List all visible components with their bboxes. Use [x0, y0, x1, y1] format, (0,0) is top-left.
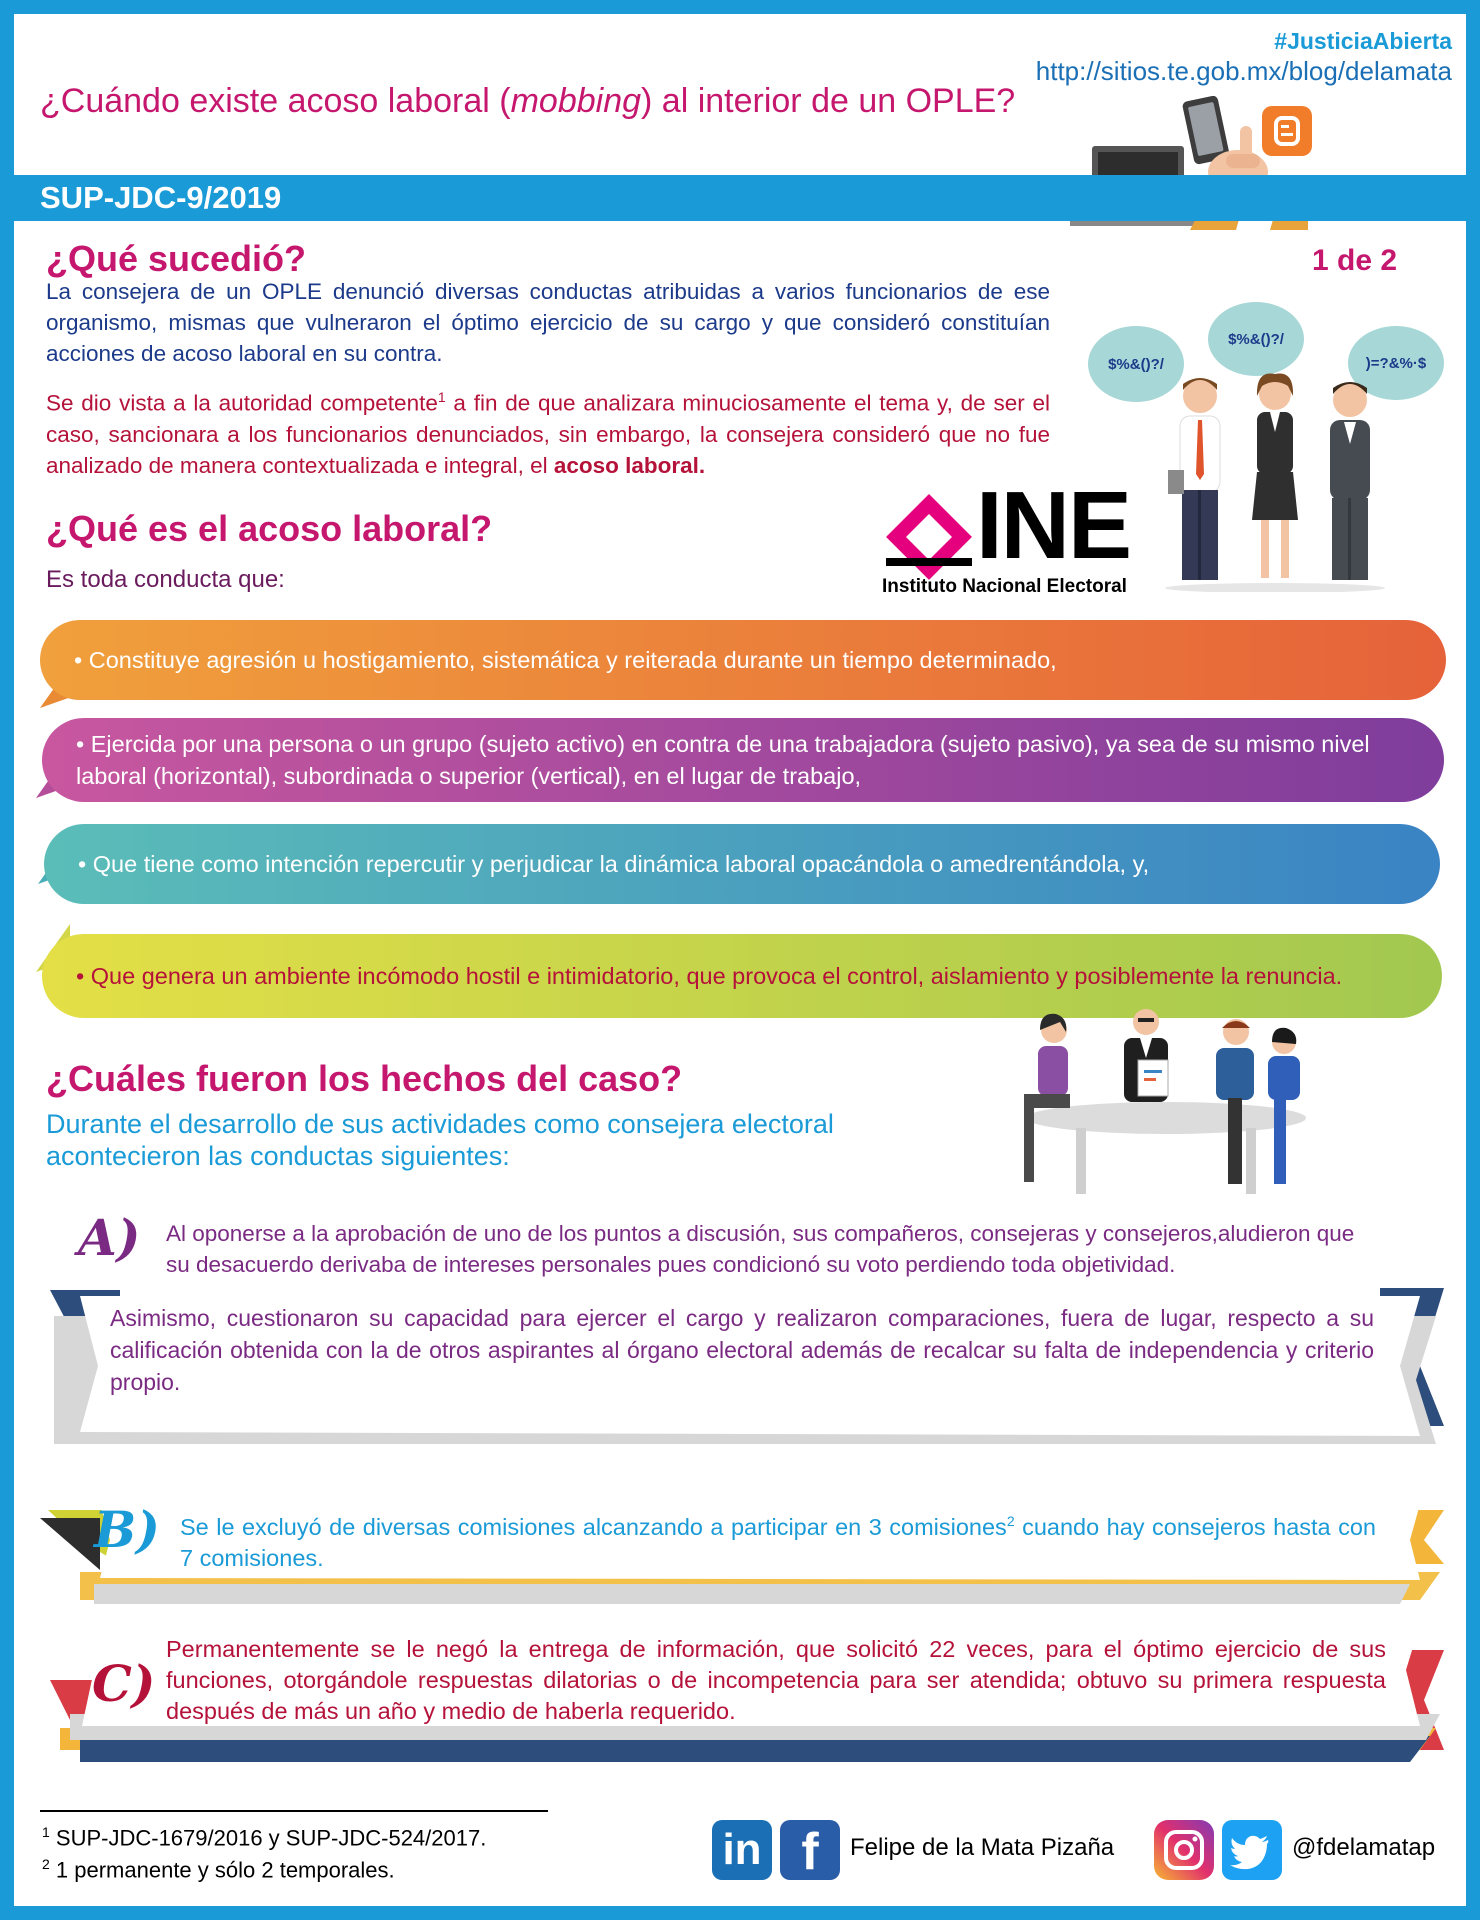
letter-a: A) — [78, 1208, 141, 1267]
case-number: SUP-JDC-9/2019 — [40, 180, 282, 215]
linkedin-icon[interactable]: in — [712, 1820, 772, 1880]
heading-que-es: ¿Qué es el acoso laboral? — [46, 508, 493, 549]
intro-hechos: Durante el desarrollo de sus actividades como consejera electoral acontecieron las conductas siguientes: — [46, 1109, 834, 1171]
page-title: ¿Cuándo existe acoso laboral (mobbing) al interior de un OPLE? — [40, 82, 1016, 120]
heading-hechos: ¿Cuáles fueron los hechos del caso? — [46, 1058, 683, 1099]
paragraph-denuncia: La consejera de un OPLE denunció diversas conductas atribuidas a varios funcionarios de ese organismo, mismas que vulneraron el óptimo ejercicio de su cargo y que consideró constituían acciones de acoso laboral en su contra. — [46, 279, 1050, 366]
item-ejercida: • Ejercida por una persona o un grupo (sujeto activo) en contra de una trabajadora (sujeto pasivo), ya sea de su mismo nivel laboral (horizontal), subordinada o superior (vertical), en el lugar de trabajo, — [42, 718, 1444, 802]
footnote-1: $^1$ SUP-JDC-1679/2016 y SUP-JDC-524/2017. — [42, 1824, 487, 1851]
item-ambiente: • Que genera un ambiente incómodo hostil e intimidatorio, que provoca el control, aislamiento y posiblemente la renuncia. — [42, 934, 1442, 1018]
footnote-divider — [40, 1810, 548, 1812]
intro-conducta: Es toda conducta que: — [46, 566, 285, 593]
blog-url-link[interactable]: http://sitios.te.gob.mx/blog/delamata — [1035, 56, 1452, 86]
item-agresion: • Constituye agresión u hostigamiento, sistemática y reiterada durante un tiempo determinado, — [40, 620, 1446, 700]
letter-b: B) — [94, 1500, 160, 1559]
instagram-icon[interactable] — [1154, 1820, 1214, 1880]
ine-name: Instituto Nacional Electoral — [882, 576, 1127, 597]
fact-a-text1: Al oponerse a la aprobación de uno de los puntos a discusión, sus compañeros, consejeras y consejeros,aludieron que su desacuerdo derivaba de intereses personales pues condicionó su voto perdiendo toda objetividad. — [166, 1221, 1355, 1277]
heading-que-sucedio: ¿Qué sucedió? — [46, 238, 307, 279]
social-handle: @fdelamatap — [1292, 1834, 1436, 1861]
blogger-icon[interactable] — [1262, 106, 1312, 156]
paragraph-vista: Se dio vista a la autoridad competente$^1$ a fin de que analizara minuciosamente el tema y, de ser el caso, sancionara a los funcionarios denunciados, sin embargo, la consejera consideró que no fue analizado de manera contextualizada e integral, el acoso laboral. — [46, 389, 1050, 478]
letter-c: C) — [92, 1654, 156, 1713]
author-name: Felipe de la Mata Pizaña — [850, 1834, 1115, 1861]
hashtag: #JusticiaAbierta — [1274, 28, 1452, 54]
item-intencion: • Que tiene como intención repercutir y perjudicar la dinámica laboral opacándola o amedrentándola, y, — [44, 824, 1440, 904]
facebook-icon[interactable]: f — [780, 1820, 840, 1880]
fact-a-text2: Asimismo, cuestionaron su capacidad para ejercer el cargo y realizaron comparaciones, fuera de lugar, respecto a su calificación obtenida con la de otros aspirantes al órgano electoral además de recalcar su falta de independencia y criterio propio. — [110, 1305, 1374, 1395]
fact-b-text: Se le excluyó de diversas comisiones alcanzando a participar en 3 comisiones$^2$ cuando hay consejeros hasta con 7 comisiones. — [180, 1513, 1376, 1571]
footnote-2: $^2$ 1 permanente y sólo 2 temporales. — [42, 1856, 395, 1883]
twitter-icon[interactable] — [1222, 1820, 1282, 1880]
speech-bubble-left: $%&()?/ — [1088, 326, 1184, 402]
page-indicator: 1 de 2 — [1312, 244, 1398, 277]
three-people-illustration — [1160, 370, 1390, 592]
speech-bubble-center: $%&()?/ — [1208, 302, 1304, 376]
ine-logo-icon — [884, 492, 974, 584]
meeting-illustration — [1016, 1008, 1320, 1202]
speech-bubble-right: )=?&%·$ — [1348, 326, 1444, 400]
fact-c-text: Permanentemente se le negó la entrega de información, que solicitó 22 veces, para el óptimo ejercicio de sus funciones, otorgándole respuestas dilatorias o de incompetencia para ser atendida; obtuvo su primera respuesta después de más un año y medio de haberla requerido. — [166, 1636, 1386, 1724]
ine-acronym: INE — [976, 472, 1131, 579]
